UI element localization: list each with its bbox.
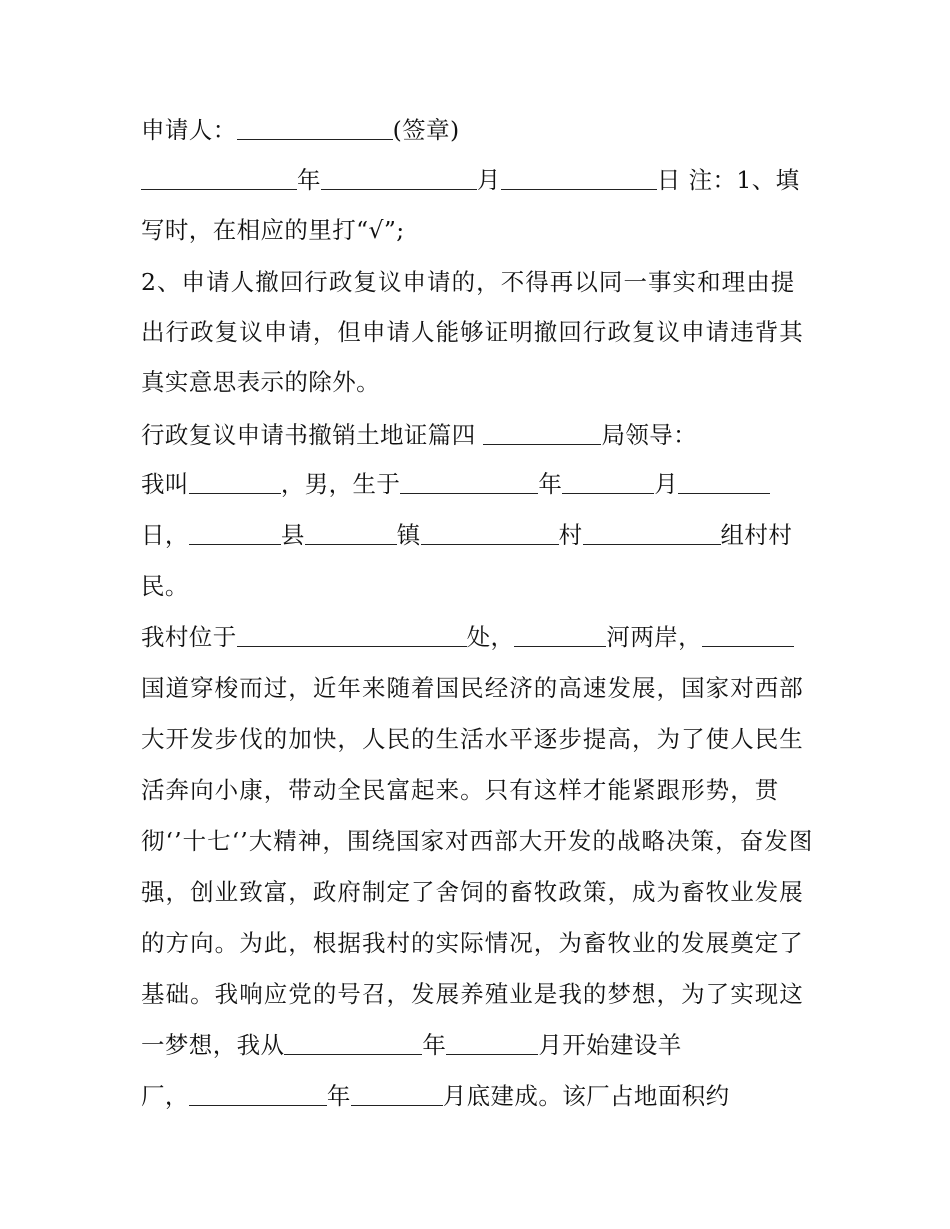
intro-group: 组村村: [720, 521, 793, 549]
intro-line-1: [141, 469, 821, 499]
factory-prefix: 厂，: [141, 1082, 189, 1110]
year-label: 年: [297, 166, 321, 194]
intro-me: 我叫: [141, 470, 189, 498]
village-blank: [421, 522, 559, 545]
body-line-2: 大开发步伐的加快，人民的生活水平逐步提高，为了使人民生: [141, 725, 804, 753]
intro-line-3: 民。: [141, 572, 189, 600]
location-river: 河两岸，: [606, 623, 703, 651]
signature-label: (签章): [392, 116, 460, 144]
note1-continuation: 写时，在相应的里打“√”;: [141, 216, 405, 244]
section-title: [141, 420, 821, 450]
location-prefix: 我村位于: [141, 623, 237, 651]
bureau-leader-label: 局领导：: [601, 421, 698, 449]
body-line-1: 国道穿梭而过，近年来随着国民经济的高速发展，国家对西部: [141, 674, 804, 702]
birth-month-blank: [562, 471, 654, 494]
bureau-blank: [483, 422, 601, 445]
factory-year: 年: [326, 1082, 351, 1110]
town-blank: [305, 522, 397, 545]
intro-day: 日，: [141, 521, 189, 549]
intro-line-2: [141, 520, 821, 550]
applicant-blank: [237, 117, 393, 140]
group-blank: [583, 522, 721, 545]
year-blank: [141, 167, 297, 190]
body-line-7: 基础。我响应党的号召，发展养殖业是我的梦想，为了实现这: [141, 980, 804, 1008]
name-blank: [189, 471, 281, 494]
body-line-3: 活奔向小康，带动全民富起来。只有这样才能紧跟形势，贯: [141, 776, 780, 804]
note2-line-3: 真实意思表示的除外。: [141, 368, 380, 396]
note2-line-1: 2、申请人撤回行政复议申请的，不得再以同一事实和理由提: [141, 268, 796, 296]
birth-day-blank: [678, 471, 770, 494]
intro-month: 月: [654, 470, 679, 498]
birth-year-blank: [400, 471, 538, 494]
intro-village: 村: [558, 521, 583, 549]
start-month-blank: [446, 1032, 538, 1055]
county-blank: [189, 522, 281, 545]
dream-prefix: 一梦想，我从: [141, 1031, 285, 1059]
location-line: [141, 622, 821, 652]
intro-year: 年: [538, 470, 563, 498]
location-blank: [237, 624, 467, 647]
intro-town: 镇: [396, 521, 421, 549]
factory-month-end: 月底建成。该厂占地面积约: [442, 1082, 730, 1110]
section-title-text: 行政复议申请书撤销土地证篇四: [141, 421, 476, 449]
dream-month-start: 月开始建设羊: [538, 1031, 682, 1059]
dream-year: 年: [422, 1031, 447, 1059]
location-place: 处，: [466, 623, 515, 651]
start-year-blank: [284, 1032, 422, 1055]
day-blank: [501, 167, 657, 190]
body-line-4: 彻‘’十七‘’大精神，围绕国家对西部大开发的战略决策，奋发图: [141, 827, 814, 855]
intro-county: 县: [280, 521, 305, 549]
end-month-blank: [351, 1083, 443, 1106]
end-year-blank: [189, 1083, 327, 1106]
note2-line-2: 出行政复议申请，但申请人能够证明撤回行政复议申请违背其: [141, 318, 804, 346]
body-line-6: 的方向。为此，根据我村的实际情况，为畜牧业的发展奠定了: [141, 929, 804, 957]
factory-line: [141, 1081, 821, 1111]
month-blank: [321, 167, 477, 190]
intro-male-born: ，男，生于: [280, 470, 401, 498]
day-note-label: 日 注：1、填: [656, 166, 800, 194]
date-line: [141, 165, 821, 195]
month-label: 月: [476, 166, 501, 194]
river-blank: [514, 624, 606, 647]
highway-blank: [702, 624, 794, 647]
applicant-label: 申请人：: [141, 116, 237, 144]
body-line-5: 强，创业致富，政府制定了舍饲的畜牧政策，成为畜牧业发展: [141, 878, 804, 906]
dream-line: [141, 1030, 821, 1060]
applicant-line: [141, 115, 821, 145]
